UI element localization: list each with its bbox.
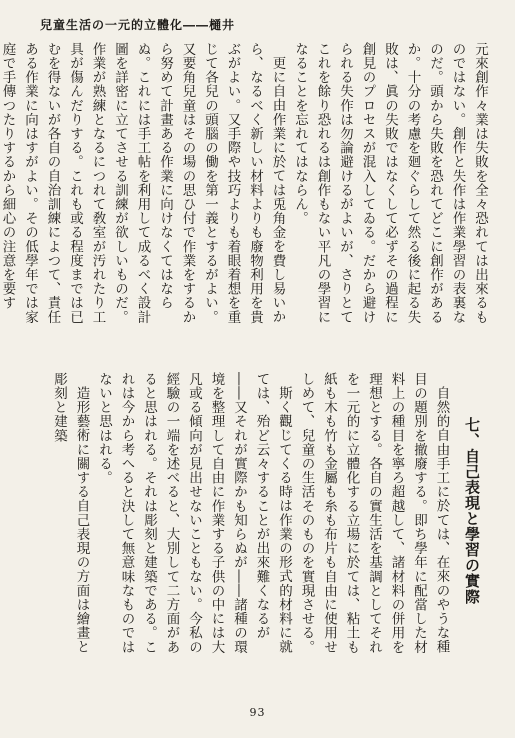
page-number: 93 xyxy=(249,706,266,719)
paragraph-art: 造形藝術に關する自己表現の方面は繪畫と彫刻と建築 xyxy=(51,372,90,654)
running-head: 兒童生活の一元的立體化――樋井 xyxy=(40,18,236,32)
section-heading xyxy=(461,372,484,656)
top-column xyxy=(0,42,491,326)
paragraph-free-craft: 自然的自由手工に於ては、在來のやうな種目の題別を撤廢する。即ち學年に配當した材料上の種目を寧ろ超越して、諸材料の併用を理想とする。各自の實生活を基調としてそれを一元的に立體化する立場に於ては、粘土も紙も木も竹も金屬も糸も布片も自由に使用せしめて、兒童の生活そのものを實現させる。 xyxy=(298,372,450,654)
paragraph-tendency: 斯く觀じてくる時は作業の形式的材料に就ては、殆ど云々することが出來難くなるが――又それが實際かも知らぬが――諸種の環境を整理して自由に作業する子供の中には大凡或る傾向が見出せないこともない。今私の經驗の一端を述べると、大別して二方面があると思はれる。それは彫刻と建築である。これは今から考へると決して無意味なものではないと思はれる。 xyxy=(96,372,292,654)
paragraph-failure: 元來創作々業は失敗を全々恐れては出來るものではない。創作と失作は作業學習の表裏なのだ。頭から失敗を恐れてどこに創作があるか。十分の考慮を廻ぐらして然る後に起る失敗は、眞の失敗ではなくして必ずその過程に創見のプロセスが混入してゐる。だから避けられる失作は勿論避けるがよいが、さりとてこれを餘り恐れるは創作もない平凡の學習になることを忘れてはならん。 xyxy=(292,42,488,324)
section-title: 自己表現と學習の實際 xyxy=(463,448,481,605)
paragraph-materials: 更に自由作業に於ては兎角金を費し易いから、なるべく新しい材料よりも廢物利用を貴ぶがよい。又手際や技巧よりも着眼着想を重じて各兒の頭腦の働を第一義とするがよい。又要角兒童はその場の思ひ付で作業をするから努めて計畫ある作業に向けなくてはならぬ。これには手工帖を利用して成るべく設計圖を詳密に立てさせる訓練が欲しいものだ。作業が熟練となるにつれて敎室が汚れたり工具が傷んだりする。これも或る程度までは已むを得ないが各自の自治訓練によつて、責任ある作業に向はすがよい。その低學年では家庭で手傳つたりするから細心の注意を要す xyxy=(0,42,286,324)
bottom-column xyxy=(41,372,491,656)
section-number: 七、 xyxy=(463,417,481,449)
